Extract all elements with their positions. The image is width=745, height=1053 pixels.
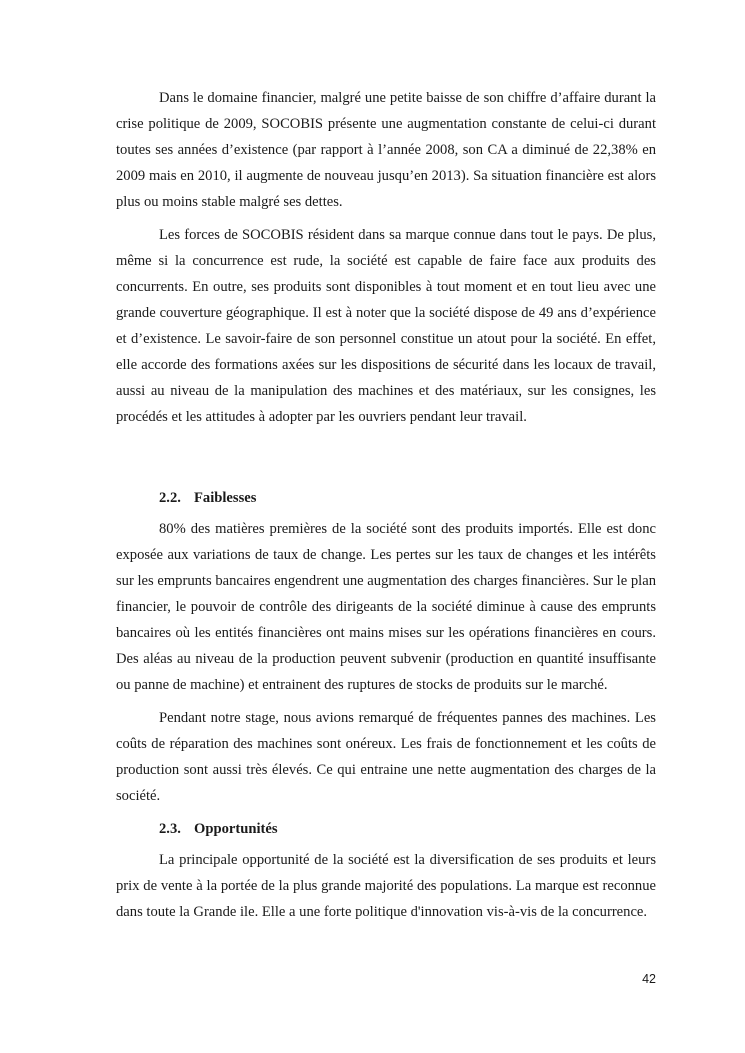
section-number-weaknesses: 2.2. [159,490,181,506]
section-title-opportunities: Opportunités [194,821,278,837]
section-heading-opportunities [159,816,656,842]
section-heading-weaknesses [159,485,656,511]
page-body [116,85,656,932]
paragraph-financial-domain: Dans le domaine financier, malgré une petite baisse de son chiffre d’affaire durant la crise politique de 2009, SOCOBIS présente une augmentation constante de celui-ci durant toutes ses années d’existence (par rapport à l’année 2008, son CA a diminué de 22,38% en 2009 mais en 2010, il augmente de nouveau jusqu’en 2013). Sa situation financière est alors plus ou moins stable malgré ses dettes. [116,90,656,210]
paragraph-machine-breakdowns: Pendant notre stage, nous avions remarqué de fréquentes pannes des machines. Les coûts de réparation des machines sont onéreux. Les frais de fonctionnement et les coûts de production sont aussi très élevés. Ce qui entraine une nette augmentation des charges de la société. [116,710,656,804]
section-title-weaknesses: Faiblesses [194,490,257,506]
paragraph-imported-materials: 80% des matières premières de la société sont des produits importés. Elle est donc exposée aux variations de taux de change. Les pertes sur les taux de changes et les intérêts sur les emprunts bancaires engendrent une augmentation des charges financières. Sur le plan financier, le pouvoir de contrôle des dirigeants de la société diminue à cause des emprunts bancaires où les entités financières ont mains mises sur les opérations financières en cours. Des aléas au niveau de la production peuvent subvenir (production en quantité insuffisante ou panne de machine) et entrainent des ruptures de stocks de produits sur le marché. [116,521,656,693]
section-number-opportunities: 2.3. [159,821,181,837]
paragraph-diversification: La principale opportunité de la société est la diversification de ses produits et leurs prix de vente à la portée de la plus grande majorité des populations. La marque est reconnue dans toute la Grande ile. Elle a une forte politique d'innovation vis-à-vis de la concurrence. [116,852,656,920]
page-number: 42 [642,972,656,986]
paragraph-strengths: Les forces de SOCOBIS résident dans sa marque connue dans tout le pays. De plus, même si la concurrence est rude, la société est capable de faire face aux produits des concurrents. En outre, ses produits sont disponibles à tout moment et en tout lieu avec une grande couverture géographique. Il est à noter que la société dispose de 49 ans d’expérience et d’existence. Le savoir-faire de son personnel constitue un atout pour la société. En effet, elle accorde des formations axées sur les dispositions de sécurité dans les locaux de travail, aussi au niveau de la manipulation des machines et des matériaux, sur les consignes, les procédés et les attitudes à adopter par les ouvriers pendant leur travail. [116,227,656,425]
